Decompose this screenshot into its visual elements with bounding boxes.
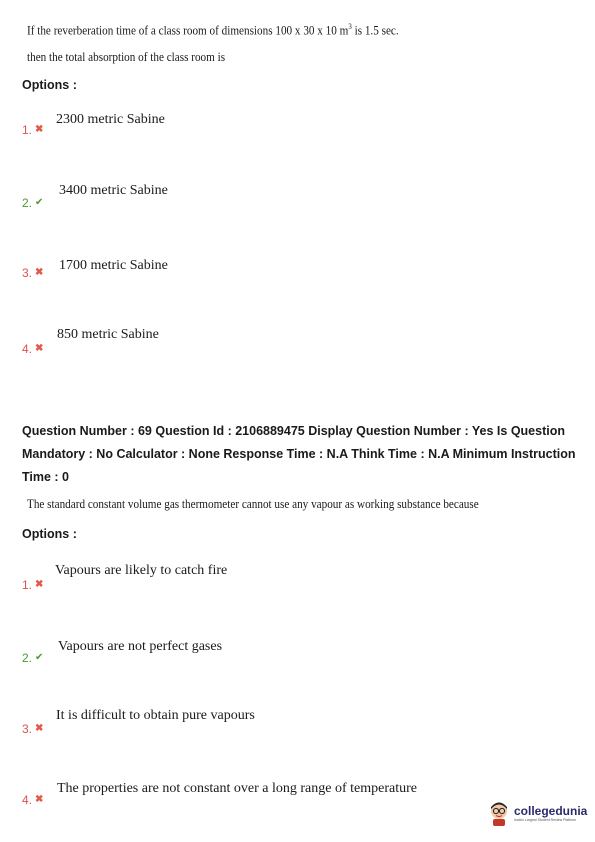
option-text: Vapours are likely to catch fire [55,563,228,578]
logo-tagline: India's Largest Student Review Platform [514,818,577,822]
question-1-text-line-1: If the reverberation time of a class room of dimensions 100 x 30 x 10 $m^3$ is 1.5 sec. [27,22,399,38]
option-text: 1700 metric Sabine [59,258,168,273]
question-1-text-line-2: then the total absorption of the class room is [27,49,226,64]
logo-name: collegedunia [514,804,588,818]
option-number: 1. ✖ [22,123,44,137]
option-text: It is difficult to obtain pure vapours [56,708,255,723]
option-text: 3400 metric Sabine [59,183,168,198]
option-number: 2. ✔ [22,196,44,210]
option-number: 4. ✖ [22,793,44,807]
option-text: 2300 metric Sabine [56,112,165,127]
option-number: 1. ✖ [22,578,44,592]
cross-icon: ✖ [35,794,44,805]
check-icon: ✔ [35,652,44,663]
options-heading: Options : [22,78,77,92]
student-mascot-icon [488,800,510,826]
option-number: 2. ✔ [22,651,44,665]
option-text: 850 metric Sabine [57,327,159,342]
cross-icon: ✖ [35,124,44,135]
options-heading: Options : [22,527,77,541]
option-number: 3. ✖ [22,722,44,736]
collegedunia-logo [488,800,587,826]
check-icon: ✔ [35,197,44,208]
option-number: 4. ✖ [22,342,44,356]
option-text: The properties are not constant over a long range of temperature [57,781,417,796]
option-number: 3. ✖ [22,266,44,280]
cross-icon: ✖ [35,723,44,734]
question-2-text: The standard constant volume gas thermometer cannot use any vapour as working substance because [27,496,479,511]
cross-icon: ✖ [35,267,44,278]
option-text: Vapours are not perfect gases [58,639,223,654]
cross-icon: ✖ [35,579,44,590]
cross-icon: ✖ [35,343,44,354]
question-metadata: Question Number : 69 Question Id : 2106889475 Display Question Number : Yes Is Question Mandatory : No Calculator : None Response Time : N.A Think Time : N.A Minimum Instruction Time : 0 [22,424,576,484]
